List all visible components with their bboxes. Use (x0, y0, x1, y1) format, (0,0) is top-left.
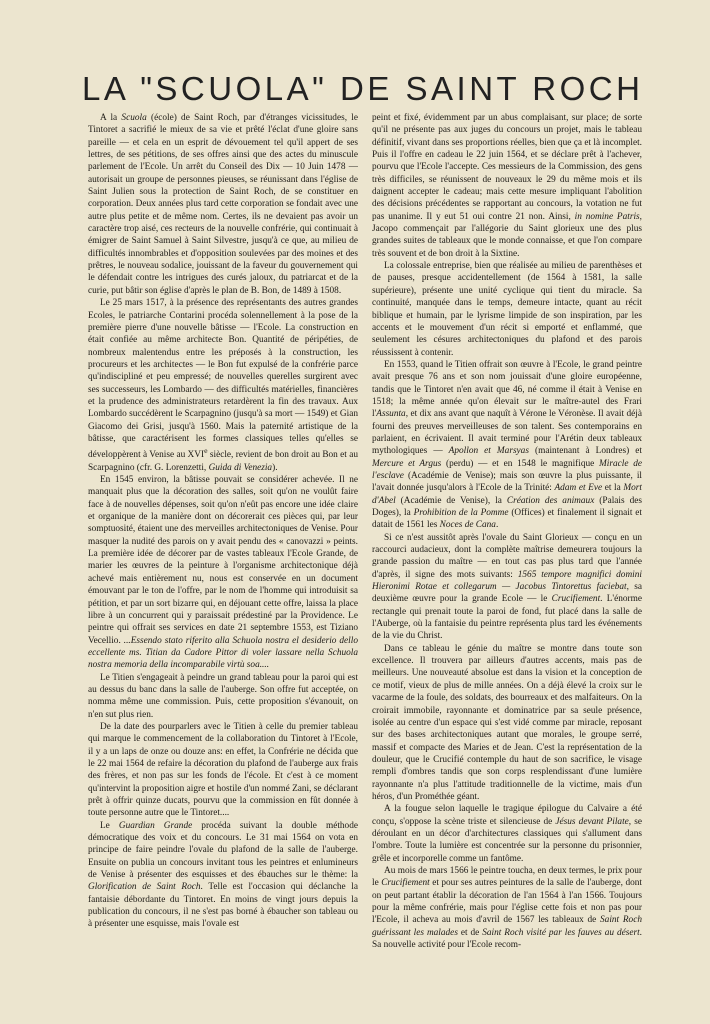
text-run: . L'énorme rectangle qui prenait toute la paroi de fond, fut placé dans la salle de l'Auberge, où la fantaisie du peintre représenta plus tard les événements de la vie du Christ. (372, 594, 642, 642)
paragraph (372, 359, 642, 532)
italic-text: Assunta (376, 409, 406, 420)
text-run: peint et fixé, évidemment par un abus complaisant, sur place; de sorte qu'il ne présente pas aux juges du concours un projet, mais le tableau définitif, vivant dans ses proportions réelles, bien que ça et là incomplet. Puis il l'offre en cadeau le 22 juin 1564, et se déclare prêt à l'achever, pourvu que l'Ecole l'accepte. Ces messieurs de la Commission, des gens très difficiles, se réunissent de nouveaux le 29 du même mois et ils daignent accepter le cadeau; mais cette mesure impliquant l'abolition des décisions précédentes se rapportant au concours, la votation ne fut pas unanime. Il y eut 51 oui contre 21 non. Ainsi, (372, 113, 642, 222)
italic-text: Crucifiement (551, 594, 601, 605)
italic-text: Mort d'Abel (372, 483, 642, 506)
italic-text: Glorification de Saint Roch (88, 882, 201, 893)
article-title: LA "SCUOLA" DE SAINT ROCH (82, 70, 644, 107)
text-run: et la (602, 483, 624, 494)
text-run: procéda suivant la double méthode démocratique des voix et du concours. Le 31 mai 1564 on vota en principe de faire peindre l'ovale du plafond de la salle de l'auberge. Ensuite on publia un concours invitant tous les peintres et enlumineurs de Venise à présenter des esquisses et des ébauches sur le thème: la (88, 820, 358, 881)
paragraph (372, 112, 642, 260)
text-run: Le 25 mars 1517, à la présence des représentants des autres grandes Ecoles, le patriarche Contarini procéda solennellement à la pose de la première pierre d'une nouvelle bâtisse — l'Ecole. La construction en était confiée au même architecte Bon. Quantité de péripéties, de nombreux malentendus entre les préposés à la construction, les procureurs et les architectes — le Bon fut expulsé de la confrérie parce qu'indiscipliné et peu empressé; de nouvelles querelles surgirent avec ses successeurs, les Lombardo — des difficultés matérielles, financières et la prudence des administrateurs retardèrent la fin des travaux. Aux Lombardo succédèrent le Scarpagnino (jusqu'à sa mort — 1549) et Gian Giacomo dei Grisi, jusqu'à 1560. Mais la paternité artistique de la bâtisse, que caractérisent les formes classiques telles qu'elles se développèrent à Venise au XVI (88, 298, 358, 461)
italic-text: Apollon et Marsyas (448, 446, 529, 457)
paragraph (88, 672, 358, 721)
right-text-column (372, 112, 642, 1012)
italic-text: Saint Roch guérissant les malades (372, 915, 642, 938)
text-run: Le Titien s'engageait à peindre un grand tableau pour la paroi qui est au dessus du banc dans la salle de l'auberge. Son offre fut acceptée, on nomma même une commission. Puis, cette proposition s'évanouit, on n'en sut plus rien. (88, 672, 358, 720)
text-run: (Académie de Venise), la (395, 495, 507, 506)
text-run: siècle, revient de bon droit au Bon et au Scarpagnino (cfr. G. Lorenzetti, (88, 450, 358, 473)
italic-text: Guardian Grande (118, 820, 193, 831)
italic-text: Création des animaux (506, 495, 595, 506)
italic-text: Prohibition de la Pomme (413, 508, 509, 518)
paragraph (88, 112, 358, 297)
italic-text: Saint Roch visité par les fauves au désert (482, 927, 640, 938)
text-run: En 1553, quand le Titien offrait son œuvre à l'Ecole, le grand peintre avait presque 76 ans et son nom jouissait d'une gloire européenne, tandis que le Tintoret n'en avait que 46, né comme il était à Venise en 1518; la même année qu'on élevait sur le maître-autel des Frari l' (372, 359, 642, 420)
text-run: De la date des pourparlers avec le Titien à celle du premier tableau qui marque le commencement de la collaboration du Tintoret à l'Ecole, il y a un laps de onze ou douze ans: en effet, la Confrérie ne décida que le 22 mai 1564 de refaire la décoration du plafond de l'auberge aux frais des frères, et non pas sur les fonds de l'école. Et c'est à ce moment qu'intervint la proposition aigre et hostile d'un nommé Zani, se déclarant prêt à offrir quinze ducats, pourvu que la commission en fût donnée à toute personne autre que le Tintoret.... (88, 721, 358, 819)
text-run: , sa deuxième œuvre pour la grande Ecole — le (372, 582, 642, 605)
italic-text: ...Essendo stato riferito alla Schuola nostra el desiderio dello eccellente ms. Titian da Cadore Pittor di voler lassare nella Schuola nostra memoria della incomparabile virtù soa.... (88, 635, 358, 671)
italic-text: Crucifiement (381, 878, 430, 889)
text-run: (maintenant à Londres) et (528, 446, 642, 457)
text-run: Dans ce tableau le génie du maître se montre dans toute son excellence. Il trouvera par ailleurs d'autres accents, mais pas de meilleurs. Une nouveauté absolue est dans la vision et la conception de ce motif, vieux de plus de mille années. On a déjà élevé la croix sur le vacarme de la foule, des soldats, des bourreaux et des malfaiteurs. On la croirait immobile, rayonnante et dominatrice par sa seule présence, isolée au centre d'un espace qui s'est vidé comme par miracle, reposant sur des bases architectoniques autant que morales, le groupe serré, massif et compacte des Maries et de Jean. C'est la représentation de la douleur, que le Crucifié contemple du haut de son sacrifice, le visage rempli d'ombres tandis que son corps resplendissant d'une lumière rayonnante n'a plus l'attitude traditionnelle de la victime, mais d'un héros, d'un Prométhée géant. (372, 643, 642, 802)
italic-text: Scuola (121, 113, 147, 123)
text-run: , Jacopo commençait par l'allégorie du Saint glorieux une des plus grandes suites de tableaux que le monde connaisse, et que l'on compare très souvent et de bon droit à la Sixtine. (372, 211, 642, 259)
text-run: Si ce n'est aussitôt après l'ovale du Saint Glorieux — conçu en un raccourci audacieux, dont la complète maîtrise demeurera toujours la grande passion du maître — en tout cas pas plus tard que l'année d'après, il signe des mots suivants: (372, 532, 642, 580)
text-run: et pour ses autres peintures de la salle de l'auberge, dont on peut partant établir la décoration de l'an 1564 à l'an 1566. Toujours pour la même confrérie, mais pour l'église cette fois et non pas pour l'Ecole, il acheva au mois d'avril de 1567 les tableaux de (372, 878, 642, 926)
paragraph (88, 297, 358, 474)
text-run: (Offices) et finalement il signait et datait de 1561 les (372, 508, 642, 531)
italic-text: Adam et Eve (554, 483, 603, 494)
italic-text: Guida di Venezia (208, 462, 273, 473)
paragraph (372, 260, 642, 359)
text-run: (perdu) — et en 1548 le magnifique (441, 458, 600, 469)
text-run: Au mois de mars 1566 le peintre toucha, en deux termes, le prix pour le (372, 865, 642, 889)
left-text-column (88, 112, 358, 1012)
italic-text: Jésus devant Pilate (555, 816, 629, 827)
text-run: (école) de Saint Roch, par d'étranges vicissitudes, le Tintoret a sacrifié le mieux de sa vie et prêté l'éclat d'une gloire sans pareille — et cela en un esprit de dévouement tel qu'il appert de ses lettres, de ses pétitions, de ses offres ainsi que des actes du minuscule parlement de l'Ecole. Un arrêt du Conseil des Dix — 10 Juin 1478 — autorisait un groupe de personnes pieuses, se réunissant dans l'église de Saint Julien sous la protection de Saint Roch, de se constituer en corporation. Deux années plus tard cette corporation se fondait avec une autre plus petite et de même nom. Certes, ils ne devaient pas avoir un caractère trop aisé, ces recteurs de la nouvelle confrérie, qui continuait à émigrer de Saint Samuel à Saint Silvestre, jusqu'à ce que, au milieu de difficultés innombrables et d'opposition soulevées par des moines et des prêtres, le nouveau sodalice, jouissant de la faveur du gouvernement qui le défendait contre les intrigues des curés jaloux, du patriarcat et de la curie, put bâtir son église d'après le plan de B. Bon, de 1489 à 1508. (88, 113, 358, 296)
paragraph (372, 532, 642, 643)
text-run: . Telle est l'occasion qui déclanche la fantaisie débordante du Tintoret. En moins de vingt jours depuis la publication du concours, il ne s'est pas borné à ébaucher son tableau ou à présenter une esquisse, mais l'ovale est (88, 882, 358, 930)
italic-text: 1565 tempore magnifici domini Hieronimi Rotae et collegarum — Jacobus Tintorettus faciebat (372, 569, 642, 593)
text-run: , et dix ans avant que naquît à Vérone le Véronèse. Il avait déjà fourni des preuves merveilleuses de son talent. Ses contemporains en parlaient, en écrivaient. Il avait terminé pour l'Arétin deux tableaux mythologiques — (372, 409, 642, 457)
text-run: et de (457, 927, 483, 938)
paragraph (372, 643, 642, 803)
text-run: . Sa nouvelle activité pour l'Ecole recom- (372, 927, 642, 951)
text-run: En 1545 environ, la bâtisse pouvait se considérer achevée. Il ne manquait plus que la décoration des salles, soit qu'on ne voulût faire face à de nouvelles dépenses, soit qu'on n'eût pas encore une idée claire et organique de la manière dont on décorerait ces pièces qui, par leur somptuosité, étaient une des merveilles architectoniques de Venise. Pour masquer la nudité des parois on y avait pendu des « canovazzi » peints. La première idée de décorer par de vastes tableaux l'Ecole Grande, de marier les œuvres de la peinture à l'organisme architectonique déjà achevé mais entièrement nu, nous est conservée en un document émouvant par le ton de l'offre, par le nom de l'homme qui introduisit sa pétition, et par un sort bizarre qui, en déjouant cette offre, laissa la place libre à un concurrent qui y paraissait prédestiné par la Providence. Le peintre qui offrait ses services en date 21 septembre 1553, est Tiziano Vecellio. (88, 475, 358, 646)
text-run: , se déroulant en un décor d'architectures classiques qui s'allument dans l'ombre. Toute la lumière est concentrée sur la personne du prisonnier, grêle et incorporelle comme un fantôme. (372, 816, 642, 864)
superscript-text: e (204, 446, 208, 456)
paragraph (88, 474, 358, 672)
text-run: (Académie de Venise); mais son œuvre la plus puissante, il l'avait donnée jusqu'alors à l'Ecole de la Trinité: (372, 470, 642, 494)
italic-text: Mercure et Argus (372, 458, 442, 469)
text-run: A la fougue selon laquelle le tragique épilogue du Calvaire a été conçu, s'oppose la scène triste et silencieuse de (372, 804, 642, 827)
italic-text: Miracle de l'esclave (372, 458, 642, 481)
text-run: Le (100, 820, 119, 831)
paragraph (88, 721, 358, 820)
italic-text: in nomine Patris (574, 211, 640, 222)
text-run: . (495, 520, 499, 531)
italic-text: Noces de Cana (439, 520, 496, 531)
paragraph (88, 820, 358, 931)
paragraph (372, 865, 642, 951)
paragraph (372, 803, 642, 865)
text-run: ). (272, 462, 278, 473)
text-run: A la (100, 113, 122, 123)
text-run: (Palais des Doges), la (372, 495, 642, 518)
text-run: La colossale entreprise, bien que réalisée au milieu de parenthèses et de pauses, presque accidentellement (de 1564 à 1581, la salle supérieure), présente une unité cyclique qui tient du miracle. Sa continuité, manquée dans le temps, demeure intacte, quant au récit biblique et humain, par le lyrisme limpide de son inspiration, par les accents et le mouvement d'un récit si emporté et enflammé, que seulement les césures architectoniques du plafond et des parois réussissent à contenir. (372, 261, 642, 358)
